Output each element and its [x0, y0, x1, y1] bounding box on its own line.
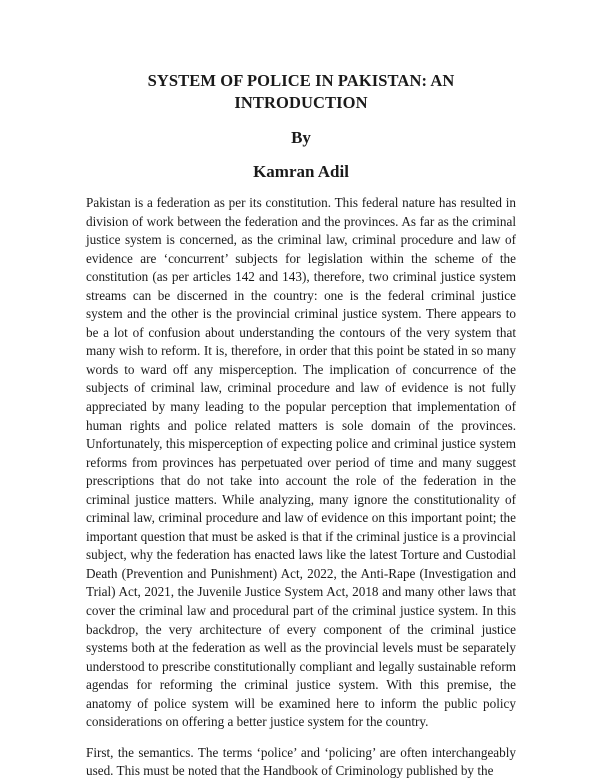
body-paragraph-2: First, the semantics. The terms ‘police’ and ‘policing’ are often interchangeably used. This must be noted that the Handbook of Criminology published by the: [86, 744, 516, 779]
author-name: Kamran Adil: [253, 162, 349, 181]
body-paragraph-1: Pakistan is a federation as per its constitution. This federal nature has resulted in division of work between the federation and the provinces. As far as the criminal justice system is concerned, as the criminal law, criminal procedure and law of evidence are ‘concurrent’ subjects for legislation within the scheme of the constitution (as per articles 142 and 143), therefore, two criminal justice system streams can be discerned in the country: one is the federal criminal justice system and the other is the provincial criminal justice system. There appears to be a lot of confusion about understanding the contours of the very system that many wish to reform. It is, therefore, in order that this point be stated in so many words to ward off any misperception. The implication of concurrence of the subjects of criminal law, criminal procedure and law of evidence is not fully appreciated by many leading to the popular perception that implementation of human rights and police related matters is sole domain of the provinces. Unfortunately, this misperception of expecting police and criminal justice system reforms from provinces has perpetuated over period of time and many suggest prescriptions that do not take into account the role of the federation in the criminal justice matters. While analyzing, many ignore the constitutionality of criminal law, criminal procedure and law of evidence on this important point; the important question that must be asked is that if the criminal justice is a provincial subject, why the federation has enacted laws like the latest Torture and Custodial Death (Prevention and Punishment) Act, 2022, the Anti-Rape (Investigation and Trial) Act, 2021, the Juvenile Justice System Act, 2018 and many other laws that cover the criminal law and procedural part of the criminal justice system. In this backdrop, the very architecture of every component of the criminal justice systems both at the federation as well as the provincial levels must be separately understood to prescribe constitutionally compliant and legally sustainable reform agendas for reforming the criminal justice system. With this premise, the anatomy of police system will be examined here to inform the public policy considerations on offering a better justice system for the country.: [86, 195, 516, 730]
document-title: SYSTEM OF POLICE IN PAKISTAN: AN INTRODUCTION: [147, 71, 455, 112]
byline-label: By: [291, 128, 311, 147]
